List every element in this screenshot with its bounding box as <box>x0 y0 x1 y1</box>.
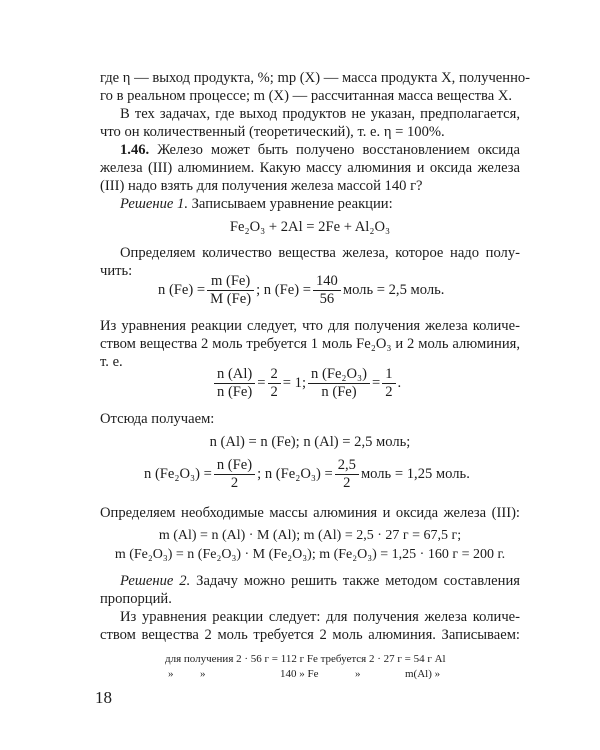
f1-num-2: 140 <box>313 273 341 291</box>
solution2-line-2: пропорций. <box>100 591 172 607</box>
f3-tail: моль = 1,25 моль. <box>360 466 470 482</box>
solution1-label: Решение 1. <box>120 196 188 212</box>
solution1-p2-line2: ством вещества 2 моль требуется 1 моль Fe₂O₃ и 2 моль алюминия, <box>100 336 520 352</box>
f2-eq-1: = <box>257 375 266 391</box>
problem-line-3: (III) надо взять для получения железа массой 140 г? <box>100 178 423 194</box>
formula-n-fe <box>158 270 444 310</box>
problem-text-1: Железо может быть получено восстановлением оксида <box>157 142 520 158</box>
proportion-row-1: для получения 2 · 56 г = 112 г Fe требуется 2 · 27 г = 54 г Al <box>165 653 446 665</box>
f1-frac-2 <box>313 273 341 308</box>
solution1-p4: Определяем необходимые массы алюминия и оксида железа (III): <box>100 505 520 521</box>
f2-num-3: n (Fe₂O₃) <box>308 366 370 384</box>
f2-frac-2 <box>268 366 281 401</box>
solution1-p1-line2: чить: <box>100 263 133 279</box>
solution1-text: Записываем уравнение реакции: <box>191 196 393 212</box>
f3-num-1: n (Fe) <box>214 457 255 475</box>
f2-den-2: 2 <box>270 383 278 400</box>
f2-num-1: n (Al) <box>214 366 255 384</box>
f3-den-2: 2 <box>343 474 351 491</box>
equation-n-al: n (Al) = n (Fe); n (Al) = 2,5 моль; <box>209 434 411 450</box>
proportion-row-2-e: m(Al) » <box>405 668 441 680</box>
equation-mass-fe2o3: m (Fe₂O₃) = n (Fe₂O₃) · M (Fe₂O₃); m (Fe₂O₃) = 1,25 · 160 г = 200 г. <box>114 547 506 562</box>
f2-frac-1 <box>214 366 255 401</box>
proportion-row-2-c: 140 » Fe <box>280 668 319 680</box>
solution1-p1-line1: Определяем количество вещества железа, которое надо полу- <box>120 245 520 261</box>
f3-frac-1 <box>214 457 255 492</box>
f2-den-1: n (Fe) <box>217 383 253 400</box>
f1-frac-1 <box>207 273 254 308</box>
f3-mid: ; n (Fe₂O₃) = <box>257 466 333 482</box>
f2-den-4: 2 <box>385 383 393 400</box>
intro-line-2: го в реальном процессе; m (X) — рассчитанная масса вещества X. <box>100 88 513 104</box>
formula-ratios <box>212 363 401 403</box>
f1-lhs: n (Fe) = <box>158 282 206 298</box>
intro-line-3: В тех задачах, где выход продуктов не указан, предполагается, <box>120 106 520 122</box>
solution2-text-1: Задачу можно решить также методом составления <box>196 573 520 589</box>
solution1-p2-line3: т. е. <box>100 354 123 370</box>
f2-num-2: 2 <box>268 366 281 384</box>
solution2-label: Решение 2. <box>120 573 191 589</box>
formula-n-fe2o3 <box>144 454 470 494</box>
proportion-row-2-d: » <box>355 668 361 680</box>
intro-line-4: что он количественный (теоретический), т. е. η = 100%. <box>100 124 445 140</box>
f3-frac-2 <box>335 457 359 492</box>
f1-tail: моль = 2,5 моль. <box>342 282 445 298</box>
f3-lhs: n (Fe₂O₃) = <box>144 466 212 482</box>
f2-end: . <box>397 375 402 391</box>
f3-num-2: 2,5 <box>335 457 359 475</box>
f2-frac-3 <box>308 366 370 401</box>
f2-mid: = 1; <box>282 375 307 391</box>
proportion-row-2-b: » <box>200 668 206 680</box>
solution1-intro <box>120 195 393 213</box>
solution1-p2-line1: Из уравнения реакции следует, что для получения железа количе- <box>100 318 520 334</box>
solution2-line-4: ством вещества 2 моль требуется 2 моль алюминия. Записываем: <box>100 627 520 643</box>
f2-num-4: 1 <box>382 366 395 384</box>
proportion-row-2-a: » <box>168 668 174 680</box>
f2-eq-2: = <box>372 375 381 391</box>
f1-den-1: M (Fe) <box>210 290 252 307</box>
f1-mid: ; n (Fe) = <box>256 282 311 298</box>
page-number: 18 <box>95 688 112 707</box>
equation-mass-al: m (Al) = n (Al) · M (Al); m (Al) = 2,5 · 27 г = 67,5 г; <box>158 528 462 543</box>
solution1-p3: Отсюда получаем: <box>100 411 215 427</box>
problem-number: 1.46. <box>120 142 150 158</box>
reaction-equation: Fe₂O₃ + 2Al = 2Fe + Al₂O₃ <box>229 219 391 235</box>
solution2-line-1 <box>120 572 520 590</box>
f1-num-1: m (Fe) <box>207 273 254 291</box>
solution2-line-3: Из уравнения реакции следует: для получения железа количе- <box>120 609 520 625</box>
problem-line-1 <box>120 141 520 159</box>
problem-line-2: железа (III) алюминием. Какую массу алюминия и оксида железа <box>100 160 520 176</box>
f2-den-3: n (Fe) <box>321 383 357 400</box>
intro-line-1: где η — выход продукта, %; mр (X) — масса продукта X, полученно- <box>100 70 531 86</box>
f3-den-1: 2 <box>230 474 239 491</box>
f2-frac-4 <box>382 366 395 401</box>
f1-den-2: 56 <box>319 290 335 307</box>
